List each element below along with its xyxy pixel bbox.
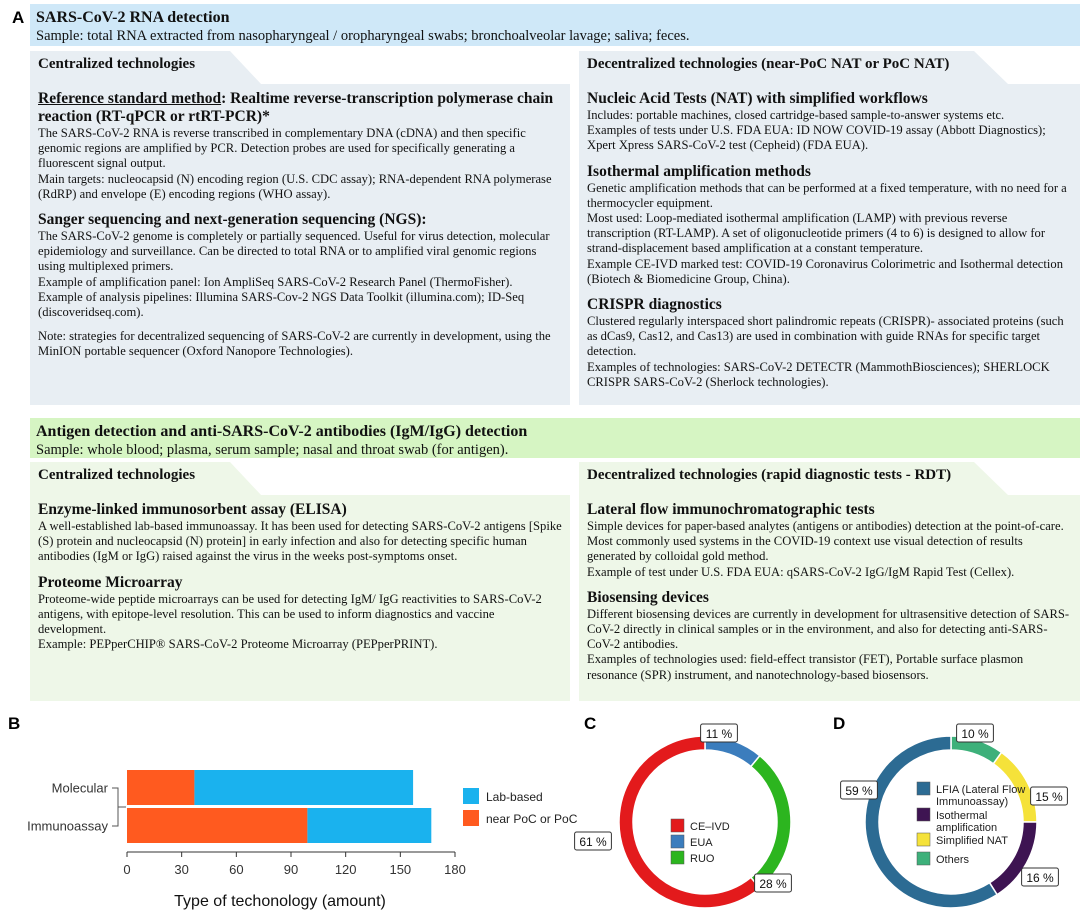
panel-label-d: D: [833, 714, 846, 733]
lateral-flow-title: Lateral flow immunochromatographic tests: [587, 501, 875, 518]
iso-example: Example CE-IVD marked test: COVID-19 Coronavirus Colorimetric and Isothermal detection (Biotech & Biomedicine Group, China).: [587, 256, 1063, 286]
crispr-title: CRISPR diagnostics: [587, 296, 722, 314]
crispr-examples: Examples of technologies: SARS-CoV-2 DETECTR (MammothBiosciences); SHERLOCK CRISPR SARS-CoV-2 (Sherlock technologies).: [587, 359, 1050, 389]
d-value-label: 10 %: [961, 727, 989, 741]
ag-centralized-box: [30, 495, 570, 701]
x-tick-label: 120: [334, 862, 357, 877]
c-legend-label: CE–IVD: [690, 821, 730, 833]
rna-right-tab: [579, 51, 1080, 85]
c-legend-label: EUA: [690, 837, 713, 849]
ag-sample: Sample: whole blood; plasma, serum sample; nasal and throat swab (for antigen).: [36, 442, 509, 458]
x-tick-label: 30: [174, 862, 189, 877]
x-tick-label: 180: [444, 862, 466, 877]
c-slice-ruo: [751, 756, 791, 889]
bar-immunoassay-lab-based: [307, 808, 431, 843]
elisa-desc: A well-established lab-based immunoassay. It has been used for detecting SARS-CoV-2 antigens [Spike (S) protein and nucleocapsid (N) protein] in early infection and also for detecting specific human antibodies (IgM or IgG) raised against the virus in the weeks post-symptoms onset.: [38, 519, 562, 564]
ref-method-title: : Realtime reverse-transcription polymerase chain reaction (RT-qPCR or rtRT-PCR)*: [38, 90, 554, 125]
c-legend-label: RUO: [690, 853, 715, 865]
nat-includes: Includes: portable machines, closed cartridge-based sample-to-answer systems etc.: [587, 108, 1005, 122]
biosensing-examples: Examples of technologies used: field-effect transistor (FET), Portable surface plasmon resonance (SPR) instrument, and nanotechnology-based biosensors.: [587, 652, 1024, 682]
rna-title: SARS-CoV-2 RNA detection: [36, 9, 230, 26]
x-tick-label: 60: [229, 862, 244, 877]
c-value-label: 61 %: [579, 835, 607, 849]
y-tick-label: Molecular: [51, 780, 108, 796]
c-legend-swatch: [671, 819, 684, 832]
legend-swatch: [463, 788, 479, 804]
d-legend-swatch: [917, 782, 930, 795]
biosensing-desc: Different biosensing devices are currently in development for ultrasensitive detection of SARS-CoV-2 directly in clinical samples or in the environment, and also for detecting anti-SARS-CoV-2 antibodies.: [587, 606, 1070, 652]
microarray-example: Example: PEPperCHIP® SARS-CoV-2 Proteome Microarray (PEPperPRINT).: [38, 637, 438, 652]
rna-banner: [30, 4, 1080, 46]
d-value-label: 16 %: [1026, 871, 1054, 885]
iso-used: Most used: Loop-mediated isothermal amplification (LAMP) with previous reverse transcription (RT-LAMP). A set of oligonucleotide primers (4 to 6) is designed to allow for strand-displacement based amplification at a constant temperature.: [587, 211, 1046, 256]
ngs-desc: The SARS-CoV-2 genome is completely or partially sequenced. Useful for virus detection, molecular epidemiology and surveillance. Can be directed to total RNA or to amplified viral genomic regions using multiplexed primers.: [38, 229, 550, 274]
ag-decentralized-box: [579, 495, 1080, 701]
c-legend-swatch: [671, 835, 684, 848]
elisa-title: Enzyme-linked immunosorbent assay (ELISA): [38, 501, 347, 518]
panel-label-b: B: [8, 714, 21, 733]
rna-left-tab-label: Centralized technologies: [38, 56, 196, 72]
donut-chart-d: [833, 720, 1082, 919]
nat-title: Nucleic Acid Tests (NAT) with simplified workflows: [587, 90, 928, 107]
d-legend-label: amplification: [936, 822, 998, 834]
d-legend-label: Others: [936, 854, 970, 866]
ag-right-tab-label: Decentralized technologies (rapid diagnostic tests - RDT): [587, 467, 952, 483]
d-legend-swatch: [917, 808, 930, 821]
ag-left-tab-label: Centralized technologies: [38, 467, 196, 483]
panel-label-c: C: [584, 714, 597, 733]
microarray-desc: Proteome-wide peptide microarrays can be used for detecting IgM/ IgG reactivities to SARS-CoV-2 antigens, with epitope-level resolution. This can be used to inform diagnostics and vaccine development.: [38, 591, 542, 637]
rna-decentralized-box: [579, 84, 1080, 405]
c-legend-swatch: [671, 851, 684, 864]
bar-chart-b: [0, 720, 580, 919]
x-tick-label: 150: [389, 862, 412, 877]
ngs-title: Sanger sequencing and next-generation sequencing (NGS):: [38, 211, 427, 229]
panel-label-a: A: [12, 8, 25, 27]
ngs-note: Note: strategies for decentralized sequencing of SARS-CoV-2 are currently in development, using the MinION portable sequencer (Oxford Nanopore Technologies).: [38, 329, 551, 359]
d-legend-label: Immunoassay): [936, 796, 1009, 808]
c-value-label: 11 %: [705, 727, 733, 741]
crispr-desc: Clustered regularly interspaced short palindromic repeats (CRISPR)- associated proteins (such as dCas9, Cas12, and Cas13) are used in combination with guide RNAs for specific target detection.: [587, 314, 1064, 359]
d-legend-swatch: [917, 852, 930, 865]
bar-molecular-lab-based: [194, 770, 413, 805]
bar-molecular-near-poc: [127, 770, 194, 805]
rna-centralized-box: [30, 84, 570, 405]
d-legend-swatch: [917, 833, 930, 846]
iso-title: Isothermal amplification methods: [587, 162, 811, 180]
ref-method-label: Reference standard method: [38, 90, 222, 107]
c-value-label: 28 %: [759, 877, 787, 891]
d-legend-label: Isothermal: [936, 810, 988, 822]
y-tick-label: Immunoassay: [27, 818, 108, 834]
biosensing-title: Biosensing devices: [587, 588, 709, 606]
x-axis-title: Type of techonology (amount): [174, 893, 386, 910]
d-value-label: 15 %: [1035, 790, 1063, 804]
rna-sample: Sample: total RNA extracted from nasopharyngeal / oropharyngeal swabs; bronchoalveolar lavage; saliva; feces.: [36, 28, 690, 44]
x-tick-label: 0: [123, 862, 131, 877]
x-tick-label: 90: [283, 862, 299, 877]
ag-banner: [30, 418, 1080, 458]
d-value-label: 59 %: [845, 784, 873, 798]
legend-label: Lab-based: [486, 790, 543, 804]
ref-method-heading: [38, 90, 562, 126]
ag-title: Antigen detection and anti-SARS-CoV-2 antibodies (IgM/IgG) detection: [36, 423, 528, 440]
rna-left-tab: [30, 51, 580, 85]
legend-label: near PoC or PoC: [486, 812, 578, 826]
nat-examples: Examples of tests under U.S. FDA EUA: ID NOW COVID-19 assay (Abbott Diagnostics); Xpert Xpress SARS-CoV-2 test (Cepheid) (FDA EUA).: [587, 123, 1046, 153]
d-legend-label: LFIA (Lateral Flow: [936, 784, 1026, 796]
ngs-panel: Example of amplification panel: Ion AmpliSeq SARS-CoV-2 Research Panel (ThermoFisher).: [38, 274, 513, 289]
lateral-flow-desc: Simple devices for paper-based analytes (antigens or antibodies) detection at the point-of-care. Most commonly used systems in the COVID-19 context use visual detection of results generated by colloidal gold method.: [587, 519, 1064, 564]
bar-immunoassay-near-poc: [127, 808, 307, 843]
ref-method-targets: Main targets: nucleocapsid (N) encoding region (U.S. CDC assay); RNA-dependent RNA polymerase (RdRP) and envelope (E) encoding regions (WHO assay).: [38, 171, 552, 201]
ag-left-tab: [30, 462, 580, 496]
ngs-pipelines: Example of analysis pipelines: Illumina SARS-Cov-2 NGS Data Toolkit (illumina.com); ID-Seq (discoveridseq.com).: [38, 289, 525, 320]
iso-desc: Genetic amplification methods that can be performed at a fixed temperature, with no need for a thermocycler equipment.: [587, 180, 1067, 210]
donut-chart-c: [579, 720, 835, 919]
ag-right-tab: [579, 462, 1080, 496]
microarray-title: Proteome Microarray: [38, 573, 183, 591]
ref-method-desc: The SARS-CoV-2 RNA is reverse transcribed in complementary DNA (cDNA) and then specific genomic regions are amplified by PCR. Detection probes are used for specifically generating a fluorescent signal output.: [38, 126, 526, 171]
rna-right-tab-label: Decentralized technologies (near-PoC NAT or PoC NAT): [587, 56, 950, 72]
d-legend-label: Simplified NAT: [936, 835, 1008, 847]
y-axis-bracket: [112, 788, 118, 826]
lateral-flow-example: Example of test under U.S. FDA EUA: qSARS-CoV-2 IgG/IgM Rapid Test (Cellex).: [587, 564, 1015, 579]
legend-swatch: [463, 810, 479, 826]
